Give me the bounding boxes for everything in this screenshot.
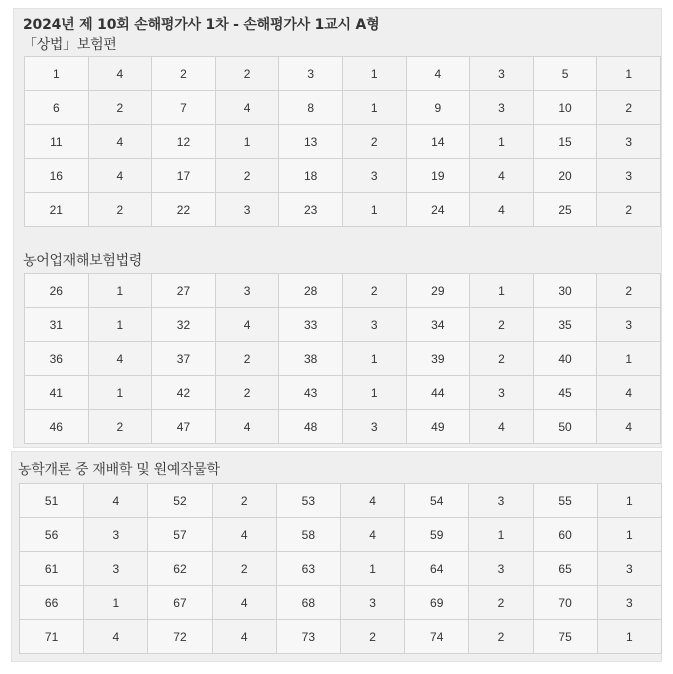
table-row (25, 159, 661, 193)
question-number-cell: 30 (533, 274, 597, 308)
answer-table-agronomy (19, 483, 662, 654)
question-number-cell: 75 (533, 620, 597, 654)
question-number-cell: 73 (276, 620, 340, 654)
question-number-cell: 1 (25, 57, 89, 91)
question-number-cell: 59 (405, 518, 469, 552)
answer-cell: 3 (597, 159, 661, 193)
answer-cell: 1 (340, 552, 404, 586)
question-number-cell: 64 (405, 552, 469, 586)
question-number-cell: 72 (148, 620, 212, 654)
answer-cell: 2 (88, 193, 152, 227)
answer-cell: 1 (215, 125, 279, 159)
question-number-cell: 26 (25, 274, 89, 308)
table-row (25, 57, 661, 91)
table-row (25, 193, 661, 227)
question-number-cell: 60 (533, 518, 597, 552)
question-number-cell: 21 (25, 193, 89, 227)
answer-cell: 1 (470, 274, 534, 308)
answer-cell: 4 (470, 410, 534, 444)
answer-table-disaster-insurance-law (24, 273, 661, 444)
answer-table-commercial-law (24, 56, 661, 227)
question-number-cell: 32 (152, 308, 216, 342)
question-number-cell: 54 (405, 484, 469, 518)
answer-cell: 1 (342, 342, 406, 376)
answer-cell: 2 (470, 342, 534, 376)
question-number-cell: 40 (533, 342, 597, 376)
answer-cell: 2 (470, 308, 534, 342)
answer-cell: 1 (597, 57, 661, 91)
question-number-cell: 45 (533, 376, 597, 410)
table-row (25, 410, 661, 444)
answer-cell: 4 (88, 159, 152, 193)
question-number-cell: 56 (20, 518, 84, 552)
section-title-agronomy: 농학개론 중 재배학 및 원예작물학 (18, 462, 220, 478)
question-number-cell: 2 (152, 57, 216, 91)
answer-cell: 2 (215, 159, 279, 193)
answer-cell: 2 (597, 91, 661, 125)
answer-cell: 2 (469, 586, 533, 620)
answer-cell: 2 (212, 484, 276, 518)
question-number-cell: 41 (25, 376, 89, 410)
answer-cell: 2 (215, 342, 279, 376)
question-number-cell: 17 (152, 159, 216, 193)
answer-cell: 3 (215, 274, 279, 308)
table-row (25, 274, 661, 308)
answer-cell: 4 (597, 376, 661, 410)
answer-cell: 4 (212, 518, 276, 552)
answer-cell: 2 (597, 274, 661, 308)
answer-cell: 4 (212, 586, 276, 620)
answer-cell: 3 (469, 484, 533, 518)
question-number-cell: 69 (405, 586, 469, 620)
answer-cell: 2 (469, 620, 533, 654)
answer-cell: 3 (342, 159, 406, 193)
answer-cell: 4 (215, 410, 279, 444)
question-number-cell: 35 (533, 308, 597, 342)
question-number-cell: 5 (533, 57, 597, 91)
answer-cell: 3 (597, 125, 661, 159)
answer-cell: 1 (342, 193, 406, 227)
question-number-cell: 47 (152, 410, 216, 444)
answer-cell: 2 (342, 274, 406, 308)
answer-cell: 1 (88, 376, 152, 410)
question-number-cell: 74 (405, 620, 469, 654)
answer-cell: 4 (84, 620, 148, 654)
question-number-cell: 8 (279, 91, 343, 125)
table-row (25, 342, 661, 376)
question-number-cell: 57 (148, 518, 212, 552)
question-number-cell: 34 (406, 308, 470, 342)
answer-cell: 1 (342, 376, 406, 410)
question-number-cell: 48 (279, 410, 343, 444)
question-number-cell: 22 (152, 193, 216, 227)
table-row (25, 125, 661, 159)
question-number-cell: 68 (276, 586, 340, 620)
answer-cell: 3 (597, 586, 661, 620)
question-number-cell: 14 (406, 125, 470, 159)
answer-cell: 1 (597, 342, 661, 376)
answer-cell: 4 (340, 518, 404, 552)
answer-cell: 1 (597, 518, 661, 552)
section-title-disaster-insurance-law: 농어업재해보험법령 (23, 253, 143, 269)
table-row (25, 376, 661, 410)
page-title: 2024년 제 10회 손해평가사 1차 - 손해평가사 1교시 A형 (23, 17, 380, 33)
question-number-cell: 49 (406, 410, 470, 444)
answer-cell: 1 (342, 57, 406, 91)
answer-cell: 1 (342, 91, 406, 125)
question-number-cell: 15 (533, 125, 597, 159)
answer-cell: 2 (88, 410, 152, 444)
question-number-cell: 36 (25, 342, 89, 376)
question-number-cell: 46 (25, 410, 89, 444)
question-number-cell: 24 (406, 193, 470, 227)
answer-cell: 3 (84, 552, 148, 586)
answer-cell: 4 (597, 410, 661, 444)
answer-cell: 2 (342, 125, 406, 159)
section-title-commercial-law: 「상법」보험편 (23, 37, 117, 53)
question-number-cell: 6 (25, 91, 89, 125)
answer-cell: 3 (597, 308, 661, 342)
answer-cell: 3 (84, 518, 148, 552)
question-number-cell: 10 (533, 91, 597, 125)
question-number-cell: 70 (533, 586, 597, 620)
question-number-cell: 50 (533, 410, 597, 444)
answer-cell: 3 (215, 193, 279, 227)
answer-cell: 1 (470, 125, 534, 159)
answer-cell: 1 (88, 308, 152, 342)
question-number-cell: 42 (152, 376, 216, 410)
question-number-cell: 61 (20, 552, 84, 586)
question-number-cell: 65 (533, 552, 597, 586)
question-number-cell: 16 (25, 159, 89, 193)
answer-cell: 3 (340, 586, 404, 620)
question-number-cell: 52 (148, 484, 212, 518)
question-number-cell: 53 (276, 484, 340, 518)
table-row (25, 91, 661, 125)
question-number-cell: 43 (279, 376, 343, 410)
question-number-cell: 7 (152, 91, 216, 125)
answer-cell: 3 (470, 91, 534, 125)
question-number-cell: 9 (406, 91, 470, 125)
table-row (20, 484, 662, 518)
answer-cell: 4 (88, 125, 152, 159)
question-number-cell: 51 (20, 484, 84, 518)
question-number-cell: 11 (25, 125, 89, 159)
question-number-cell: 20 (533, 159, 597, 193)
question-number-cell: 12 (152, 125, 216, 159)
answer-cell: 4 (88, 57, 152, 91)
question-number-cell: 13 (279, 125, 343, 159)
question-number-cell: 18 (279, 159, 343, 193)
question-number-cell: 27 (152, 274, 216, 308)
answer-cell: 2 (215, 376, 279, 410)
answer-cell: 2 (215, 57, 279, 91)
question-number-cell: 37 (152, 342, 216, 376)
answer-cell: 4 (215, 308, 279, 342)
question-number-cell: 4 (406, 57, 470, 91)
question-number-cell: 29 (406, 274, 470, 308)
question-number-cell: 19 (406, 159, 470, 193)
answer-cell: 3 (342, 308, 406, 342)
answer-cell: 2 (340, 620, 404, 654)
answer-cell: 3 (470, 57, 534, 91)
question-number-cell: 39 (406, 342, 470, 376)
answer-cell: 2 (212, 552, 276, 586)
answer-cell: 4 (212, 620, 276, 654)
table-row (20, 586, 662, 620)
answer-panel-2 (11, 451, 662, 662)
question-number-cell: 67 (148, 586, 212, 620)
answer-cell: 4 (470, 193, 534, 227)
question-number-cell: 28 (279, 274, 343, 308)
table-row (20, 518, 662, 552)
question-number-cell: 31 (25, 308, 89, 342)
question-number-cell: 44 (406, 376, 470, 410)
question-number-cell: 66 (20, 586, 84, 620)
question-number-cell: 23 (279, 193, 343, 227)
answer-panel-1 (13, 8, 662, 448)
answer-cell: 4 (470, 159, 534, 193)
answer-cell: 3 (342, 410, 406, 444)
answer-cell: 1 (597, 620, 661, 654)
table-row (20, 620, 662, 654)
question-number-cell: 38 (279, 342, 343, 376)
answer-cell: 4 (88, 342, 152, 376)
answer-cell: 4 (84, 484, 148, 518)
answer-cell: 3 (470, 376, 534, 410)
table-row (25, 308, 661, 342)
answer-cell: 3 (597, 552, 661, 586)
table-row (20, 552, 662, 586)
answer-cell: 4 (340, 484, 404, 518)
answer-cell: 1 (469, 518, 533, 552)
question-number-cell: 58 (276, 518, 340, 552)
answer-cell: 1 (597, 484, 661, 518)
answer-cell: 1 (88, 274, 152, 308)
question-number-cell: 62 (148, 552, 212, 586)
answer-cell: 1 (84, 586, 148, 620)
answer-cell: 2 (88, 91, 152, 125)
answer-cell: 2 (597, 193, 661, 227)
question-number-cell: 33 (279, 308, 343, 342)
question-number-cell: 71 (20, 620, 84, 654)
question-number-cell: 55 (533, 484, 597, 518)
question-number-cell: 3 (279, 57, 343, 91)
answer-cell: 3 (469, 552, 533, 586)
question-number-cell: 25 (533, 193, 597, 227)
question-number-cell: 63 (276, 552, 340, 586)
answer-cell: 4 (215, 91, 279, 125)
